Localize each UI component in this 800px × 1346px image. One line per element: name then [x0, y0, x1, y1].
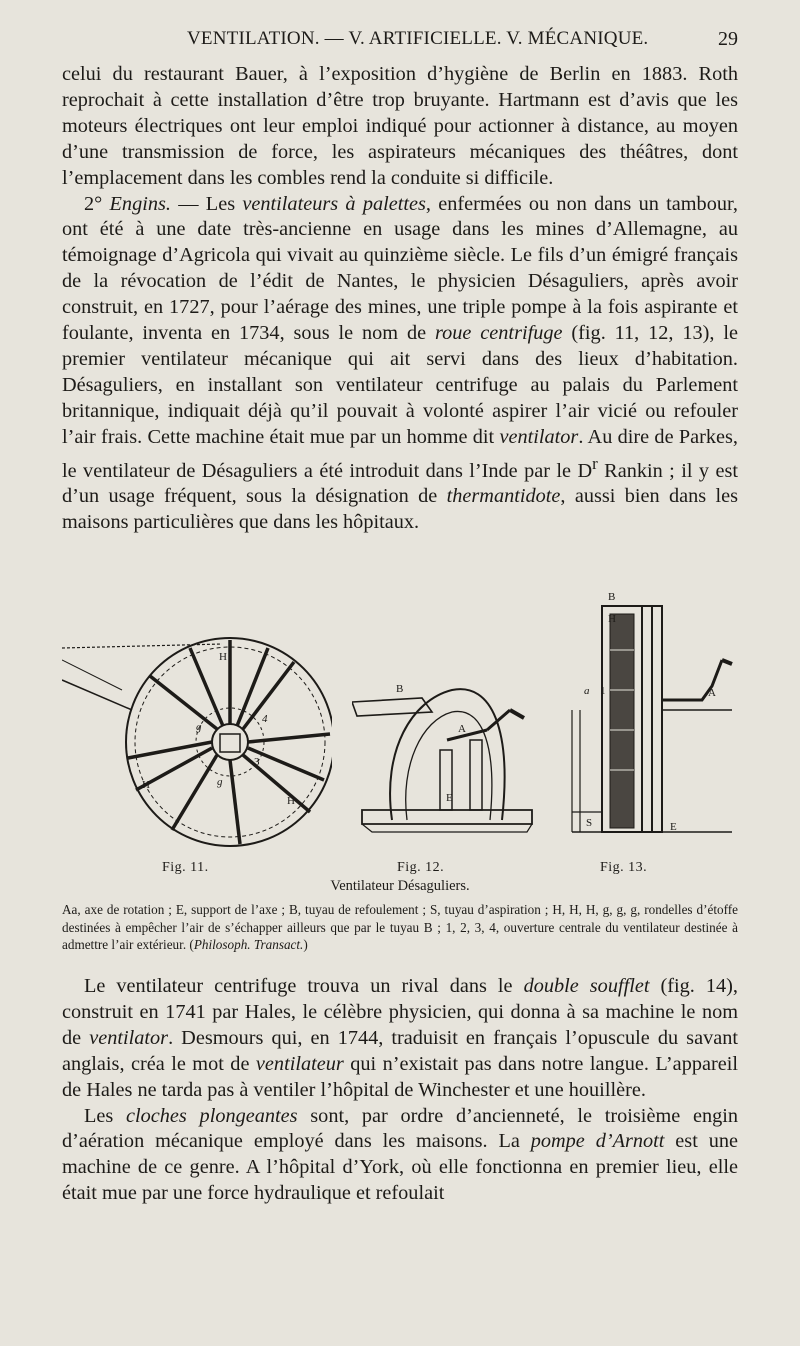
italic-term: thermantidote [446, 485, 561, 508]
running-title: VENTILATION. — V. ARTIFICIELLE. V. MÉCANIQUE. [187, 28, 649, 49]
italic-term: ventilateurs à palettes [242, 192, 426, 215]
paragraph-restaurant-bauer: celui du restaurant Bauer, à l’exposition d’hygiène de Berlin en 1883. Roth reprochait à cette installation d’être trop bruyante. Hartmann est d’avis que les moteurs électriques ont leur emploi indiqué pour actionner à distance, au moyen d’une transmission de force, les aspirateurs mécaniques des théâtres, dont l’emplacement dans les combles rend la conduite si difficile. [62, 63, 738, 189]
page-number: 29 [718, 28, 738, 50]
section-number: 2° [84, 192, 103, 215]
text-run: , enfermées ou non dans un tambour, ont été à une date très-ancienne en usage dans les mines d’Allemagne, au témoignage d’Agricola qui vivait au quinzième siècle. Le fils d’un émigré français de la révocation de l’édit de Nantes, le physicien Désaguliers, après avoir construit, en 1727, pour l’aérage des mines, une triple pompe à la fois aspirante et foulante, inventa en 1734, sous le nom de [62, 192, 738, 345]
caption-source: Philosoph. Transact. [193, 937, 304, 952]
text-run: Rankin ; il y est d’un usage fréquent, sous la désignation de [62, 459, 738, 508]
text-run: . Au dire de Parkes, le ventilateur de Désaguliers a été introduit dans l’Inde par le D [62, 425, 738, 482]
label-H: H [287, 795, 295, 807]
label-g: g [217, 776, 223, 788]
caption-title: Ventilateur Désaguliers. [330, 878, 470, 894]
label-A: A [458, 723, 466, 735]
label-4: 4 [262, 713, 268, 725]
body-text-top [62, 62, 738, 536]
label-A: A [708, 687, 716, 699]
body-text-bottom [62, 974, 738, 1207]
paragraph-cloches [62, 1104, 738, 1208]
text-run: (fig. 14), construit en 1741 par Hales, le célèbre physicien, qui donna à sa machine le nom de [62, 975, 739, 1049]
label-H: H [608, 613, 616, 625]
label-g: g [196, 721, 202, 733]
italic-term: pompe d’Arnott [530, 1130, 665, 1153]
label-E: E [446, 792, 453, 804]
label-H: H [142, 779, 150, 791]
fig12-label: Fig. 12. [397, 860, 445, 875]
paragraph-engins [62, 192, 738, 537]
section-heading: Engins. [109, 192, 171, 215]
fig11-wheel-illustration [62, 630, 332, 855]
text-run: est une machine de ce genre. A l’hôpital d’York, où elle fonctionna en premier lieu, elle était mue par une force hydraulique et refoulait [62, 1130, 739, 1205]
running-header [62, 28, 738, 56]
fig13-label: Fig. 13. [600, 860, 648, 875]
text-run: Les [84, 1104, 127, 1127]
italic-term: ventilator [499, 425, 579, 448]
text-run: — Les [170, 192, 243, 215]
text-run: Le ventilateur centrifuge trouva un rival dans le [84, 975, 524, 997]
label-3: 3 [254, 756, 260, 768]
label-E: E [670, 821, 677, 833]
italic-term: ventilator [89, 1026, 169, 1049]
paragraph-double-soufflet [62, 974, 738, 1104]
label-a: a [584, 685, 590, 697]
superscript: r [592, 453, 598, 473]
italic-term: double soufflet [523, 975, 650, 997]
fig11-label: Fig. 11. [162, 860, 209, 875]
italic-term: roue centrifuge [434, 322, 563, 345]
label-S: S [586, 817, 593, 829]
text-run: , aussi bien dans les maisons particulières que dans les hôpitaux. [62, 485, 738, 534]
text-run: qui n’existait pas dans notre langue. L’appareil de Hales ne tarda pas à ventiler l’hôpital de Winchester et une houillère. [62, 1052, 738, 1101]
text-run: sont, par ordre d’ancienneté, le troisième engin d’aération mécanique employé dans les maisons. La [62, 1104, 738, 1153]
caption-text: Aa, axe de rotation ; E, support de l’axe ; B, tuyau de refoulement ; S, tuyau d’aspiration ; H, H, H, g, g, g, rondelles d’étoffe destinées à empêcher l’air de s’échapper ailleurs que par le tuyau B ; 1, 2, 3, 4, ouverture centrale du ventilateur destinée à admettre l’air extérieur. ( [62, 902, 738, 952]
label-B: B [608, 591, 616, 603]
text-run: . Desmours qui, en 1744, traduisit en français l’opuscule du savant anglais, créa le mot de [62, 1026, 738, 1075]
figure-group [62, 590, 738, 880]
italic-term: cloches plongeantes [126, 1104, 298, 1127]
italic-term: ventilateur [255, 1052, 344, 1075]
fig13-section-illustration [562, 590, 738, 840]
caption-text: ) [303, 937, 308, 952]
text-run: (fig. 11, 12, 13), le premier ventilateur mécanique qui ait servi dans des lieux d’habitation. Désaguliers, en installant son ventilateur centrifuge au palais du Parlement britannique, indiquait déjà qu’il pouvait à volonté aspirer l’air vicié ou refouler l’air frais. Cette machine était mue par un homme dit [62, 322, 739, 448]
label-H: H [219, 651, 227, 663]
caption-body [62, 901, 738, 954]
label-1: 1 [600, 685, 606, 697]
fig12-side-view-illustration [352, 670, 542, 840]
label-B: B [396, 683, 404, 695]
